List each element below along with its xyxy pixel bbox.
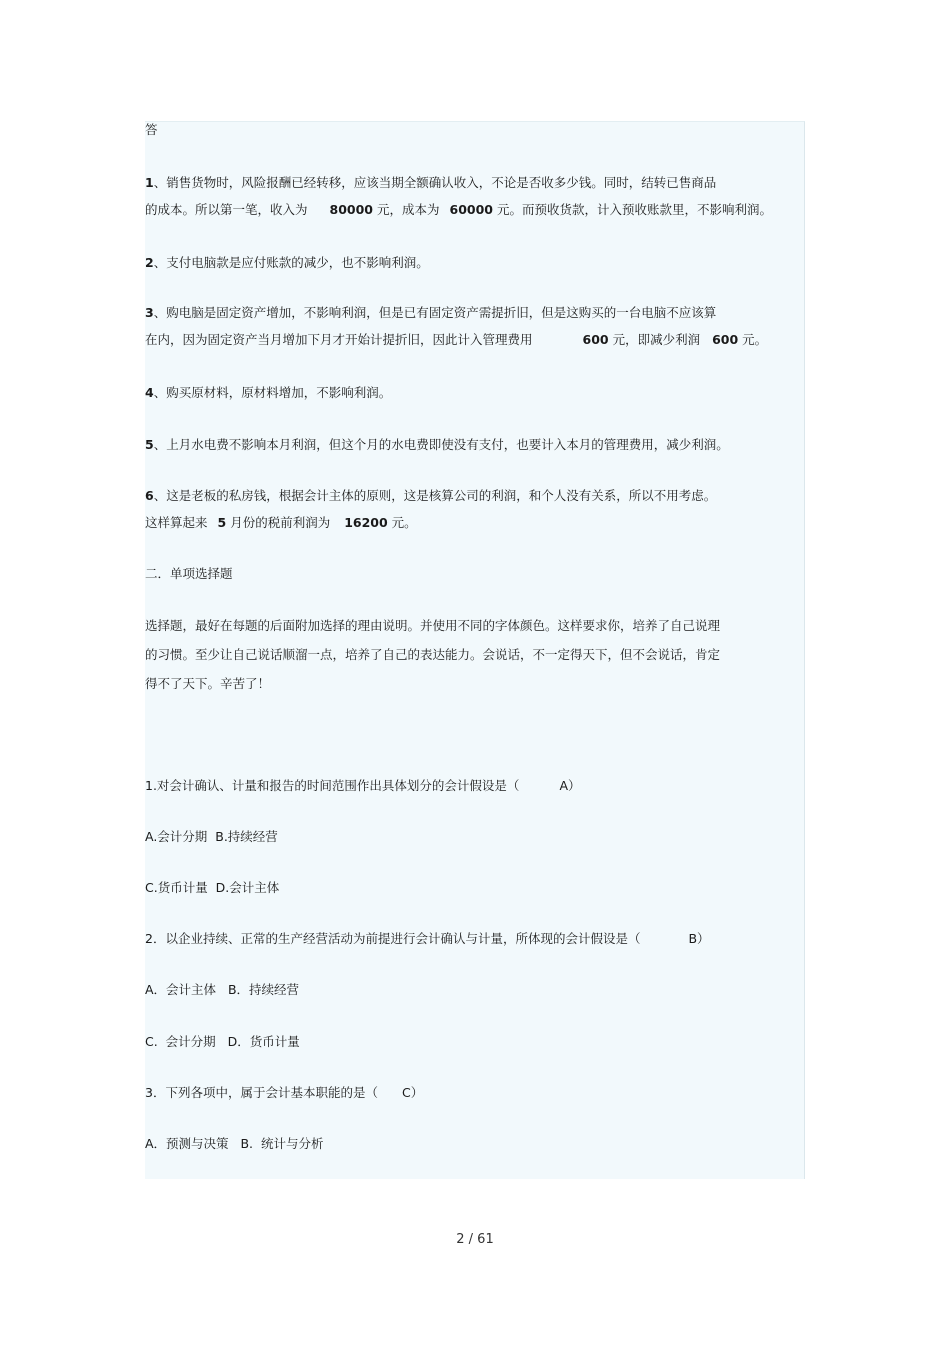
question-2-option-row-1: A．会计主体 B．持续经营 bbox=[145, 982, 300, 997]
item-number: 2 bbox=[145, 255, 154, 270]
item-text: 、支付电脑款是应付账款的减少，也不影响利润。 bbox=[153, 255, 429, 270]
revenue-value: 80000 bbox=[329, 202, 374, 217]
question-answer: C） bbox=[401, 1085, 424, 1100]
item-number: 6 bbox=[145, 488, 154, 503]
answer-item-3-line-1 bbox=[145, 305, 716, 321]
question-text: 3．下列各项中，属于会计基本职能的是（ bbox=[145, 1085, 378, 1100]
item-text: 在内，因为固定资产当月增加下月才开始计提折旧，因此计入管理费用 bbox=[145, 332, 533, 347]
answer-item-2 bbox=[145, 255, 429, 271]
intro-line-3: 得不了天下。辛苦了！ bbox=[145, 676, 271, 691]
item-text: 的成本。所以第一笔，收入为 bbox=[145, 202, 308, 217]
page-number: 2 / 61 bbox=[456, 1232, 494, 1247]
month-value: 5 bbox=[217, 515, 227, 530]
item-text: 、销售货物时，风险报酬已经转移，应该当期全额确认收入，不论是否收多少钱。同时，结转已售商品 bbox=[153, 175, 717, 190]
cost-value: 60000 bbox=[449, 202, 493, 217]
question-answer: B） bbox=[688, 931, 710, 946]
answer-item-1-line-2 bbox=[145, 202, 772, 218]
item-number: 3 bbox=[145, 305, 154, 320]
question-1-option-row-1: A.会计分期 B.持续经营 bbox=[145, 829, 278, 844]
item-text: 元，即减少利润 bbox=[608, 332, 701, 347]
pretax-profit-value: 16200 bbox=[344, 515, 388, 530]
answer-item-1-line-1 bbox=[145, 175, 716, 191]
profit-reduction-value: 600 bbox=[712, 332, 739, 347]
question-1-option-row-2: C.货币计量 D.会计主体 bbox=[145, 880, 280, 895]
item-text: 、上月水电费不影响本月利润，但这个月的水电费即使没有支付，也要计入本月的管理费用，减少利润。 bbox=[153, 437, 729, 452]
answer-item-4 bbox=[145, 385, 391, 401]
intro-line-2: 的习惯。至少让自己说话顺溜一点，培养了自己的表达能力。会说话，不一定得天下，但不会说话，肯定 bbox=[145, 647, 721, 662]
item-text: 月份的税前利润为 bbox=[226, 515, 331, 530]
section-title: 二．单项选择题 bbox=[145, 566, 233, 581]
item-text: 元，成本为 bbox=[373, 202, 440, 217]
item-text: 、购电脑是固定资产增加，不影响利润，但是已有固定资产需提折旧，但是这购买的一台电脑不应该算 bbox=[153, 305, 717, 320]
question-2-option-row-2: C. 会计分期 D．货币计量 bbox=[145, 1034, 300, 1049]
item-text: 这样算起来 bbox=[145, 515, 208, 530]
item-text: 元。 bbox=[738, 332, 768, 347]
answer-item-5 bbox=[145, 437, 729, 453]
answer-item-6-line-1 bbox=[145, 488, 716, 504]
answer-item-6-line-2 bbox=[145, 515, 417, 531]
answer-label: 答 bbox=[145, 122, 158, 137]
expense-value: 600 bbox=[582, 332, 609, 347]
question-1-stem bbox=[145, 778, 581, 794]
item-text: 元。 bbox=[387, 515, 417, 530]
intro-line-1: 选择题，最好在每题的后面附加选择的理由说明。并使用不同的字体颜色。这样要求你，培养了自己说理 bbox=[145, 618, 721, 633]
question-2-stem bbox=[145, 931, 710, 947]
item-text: 、这是老板的私房钱，根据会计主体的原则，这是核算公司的利润，和个人没有关系，所以不用考虑。 bbox=[153, 488, 717, 503]
item-text: 、购买原材料，原材料增加，不影响利润。 bbox=[153, 385, 392, 400]
item-number: 4 bbox=[145, 385, 154, 400]
question-answer: A） bbox=[559, 778, 581, 793]
question-3-stem bbox=[145, 1085, 423, 1101]
item-number: 1 bbox=[145, 175, 154, 190]
answer-item-3-line-2 bbox=[145, 332, 767, 348]
question-text: 2．以企业持续、正常的生产经营活动为前提进行会计确认与计量，所体现的会计假设是（ bbox=[145, 931, 641, 946]
item-text: 元。而预收货款，计入预收账款里，不影响利润。 bbox=[493, 202, 772, 217]
question-3-option-row-1: A．预测与决策 B. 统计与分析 bbox=[145, 1136, 324, 1151]
question-text: 1.对会计确认、计量和报告的时间范围作出具体划分的会计假设是（ bbox=[145, 778, 520, 793]
item-number: 5 bbox=[145, 437, 154, 452]
